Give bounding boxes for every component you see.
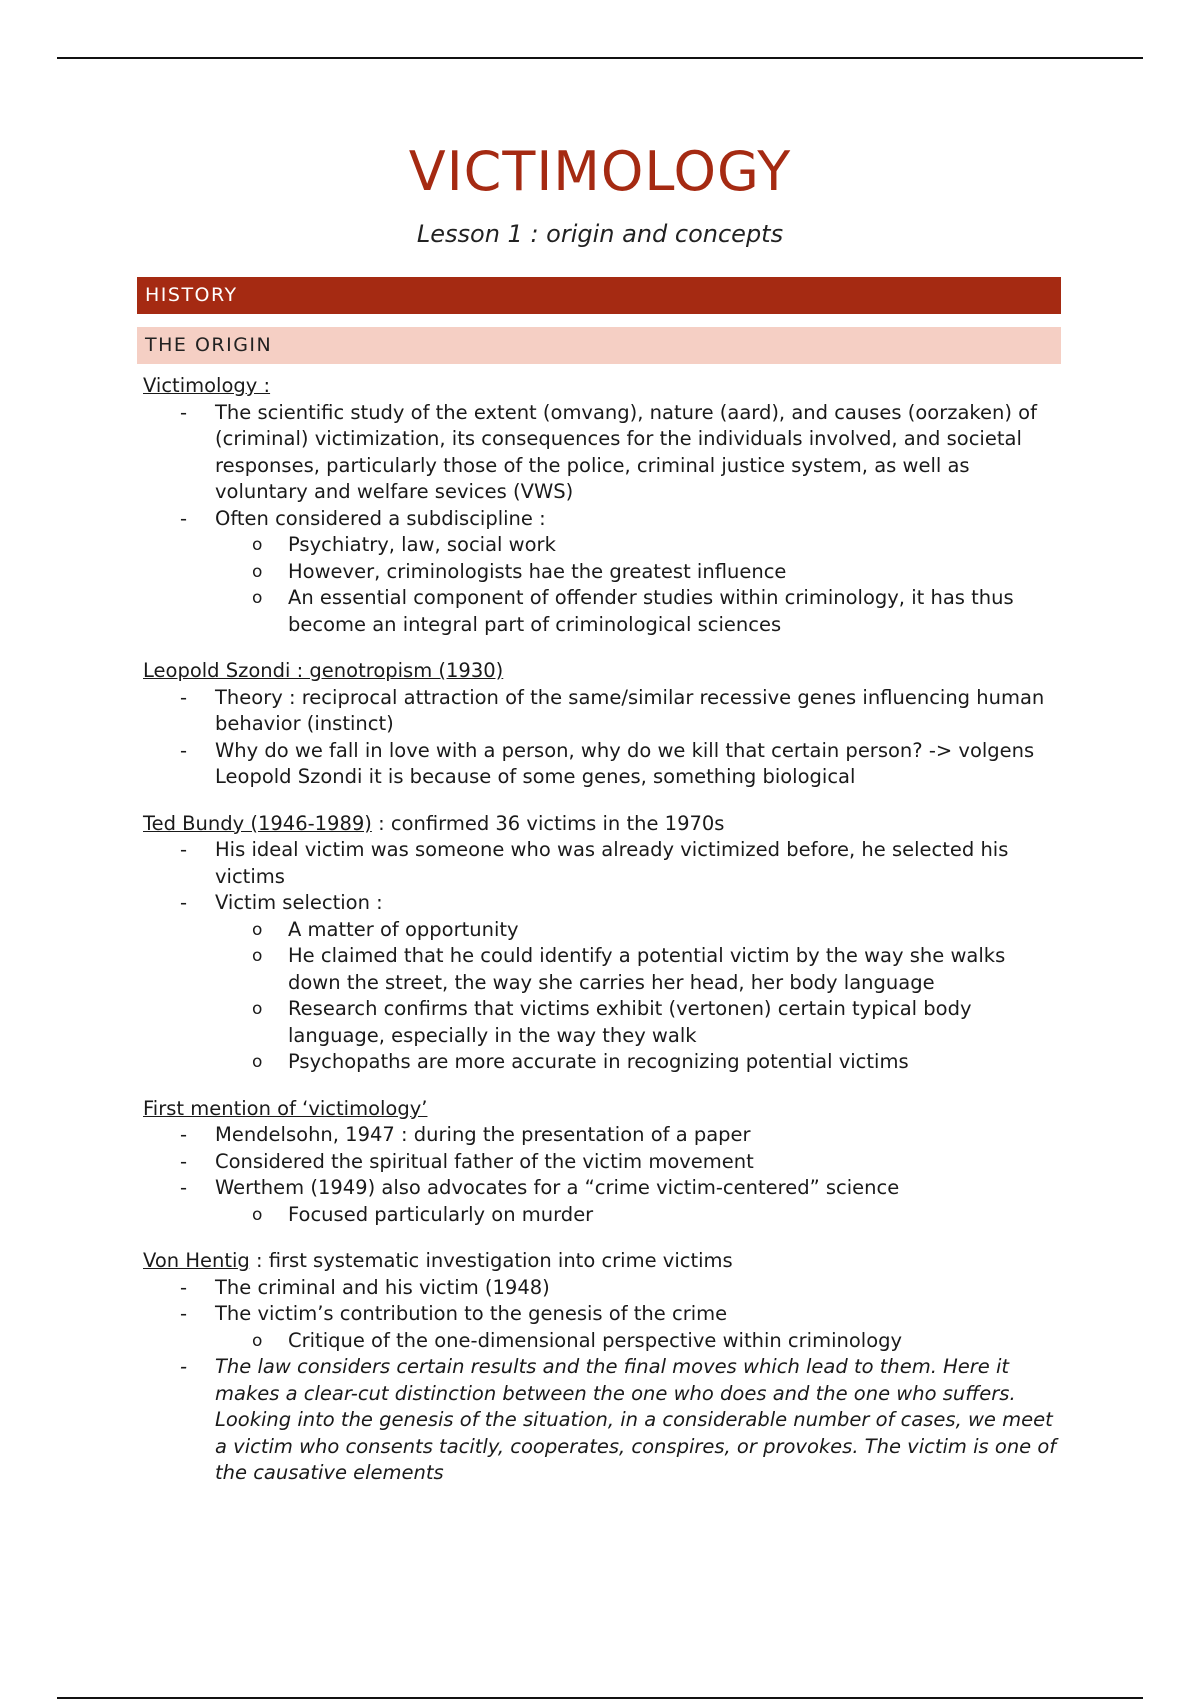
bullet-list [143,837,1063,1076]
section-heading: First mention of ‘victimology’ [143,1096,428,1120]
list-item: - Werthem (1949) also advocates for a “crime victim-centered” science [143,1175,1063,1202]
sub-list-item: o Psychopaths are more accurate in recognizing potential victims [143,1049,1063,1076]
list-item: - The victim’s contribution to the genesis of the crime [143,1301,1063,1328]
sub-list-item: o Critique of the one-dimensional perspective within criminology [143,1328,1063,1355]
list-item: - Considered the spiritual father of the victim movement [143,1149,1063,1176]
bullet-list [143,400,1063,639]
sub-list-item: o However, criminologists hae the greatest influence [143,559,1063,586]
sub-list-item: o An essential component of offender studies within criminology, it has thus become an integral part of criminological sciences [143,585,1063,638]
document-subtitle: Lesson 1 : origin and concepts [416,220,784,248]
list-item: - Theory : reciprocal attraction of the same/similar recessive genes influencing human behavior (instinct) [143,685,1063,738]
subsection-header-origin: THE ORIGIN [137,327,1061,364]
sub-list-item: o Psychiatry, law, social work [143,532,1063,559]
bullet-list [143,685,1063,791]
top-rule [57,57,1143,59]
section-victimology [143,373,1063,638]
sub-list-item: o Focused particularly on murder [143,1202,1063,1229]
list-item: - Why do we fall in love with a person, why do we kill that certain person? -> volgens Leopold Szondi it is because of some genes, something biological [143,738,1063,791]
section-szondi [143,658,1063,791]
section-heading: Leopold Szondi : genotropism (1930) [143,659,504,682]
list-item: - Often considered a subdiscipline : [143,506,1063,533]
document-title: VICTIMOLOGY [408,140,792,203]
section-heading: Victimology : [143,374,271,397]
section-first-mention [143,1096,1063,1229]
bullet-list [143,1275,1063,1487]
section-von-hentig [143,1248,1063,1487]
list-item: - Victim selection : [143,890,1063,917]
bullet-list [143,1122,1063,1228]
sub-list-item: o He claimed that he could identify a potential victim by the way she walks down the street, the way she carries her head, her body language [143,943,1063,996]
document-body [143,373,1063,1507]
section-header-history: HISTORY [137,277,1061,314]
section-heading: Von Hentig : first systematic investigation into crime victims [143,1249,733,1272]
list-item: - His ideal victim was someone who was already victimized before, he selected his victims [143,837,1063,890]
quote-list-item: - The law considers certain results and the final moves which lead to them. Here it makes a clear-cut distinction between the one who does and the one who suffers. Looking into the genesis of the situation, in a considerable number of cases, we meet a victim who consents tacitly, cooperates, conspires, or provokes. The victim is one of the causative elements [143,1354,1063,1487]
list-item: - The criminal and his victim (1948) [143,1275,1063,1302]
list-item: - Mendelsohn, 1947 : during the presentation of a paper [143,1122,1063,1149]
sub-list-item: o A matter of opportunity [143,917,1063,944]
section-heading: Ted Bundy (1946-1989) : confirmed 36 victims in the 1970s [143,811,725,835]
section-ted-bundy [143,811,1063,1076]
bottom-rule [57,1697,1143,1699]
list-item: - The scientific study of the extent (omvang), nature (aard), and causes (oorzaken) of (criminal) victimization, its consequences for the individuals involved, and societal responses, particularly those of the police, criminal justice system, as well as voluntary and welfare sevices (VWS) [143,400,1063,506]
sub-list-item: o Research confirms that victims exhibit (vertonen) certain typical body language, especially in the way they walk [143,996,1063,1049]
